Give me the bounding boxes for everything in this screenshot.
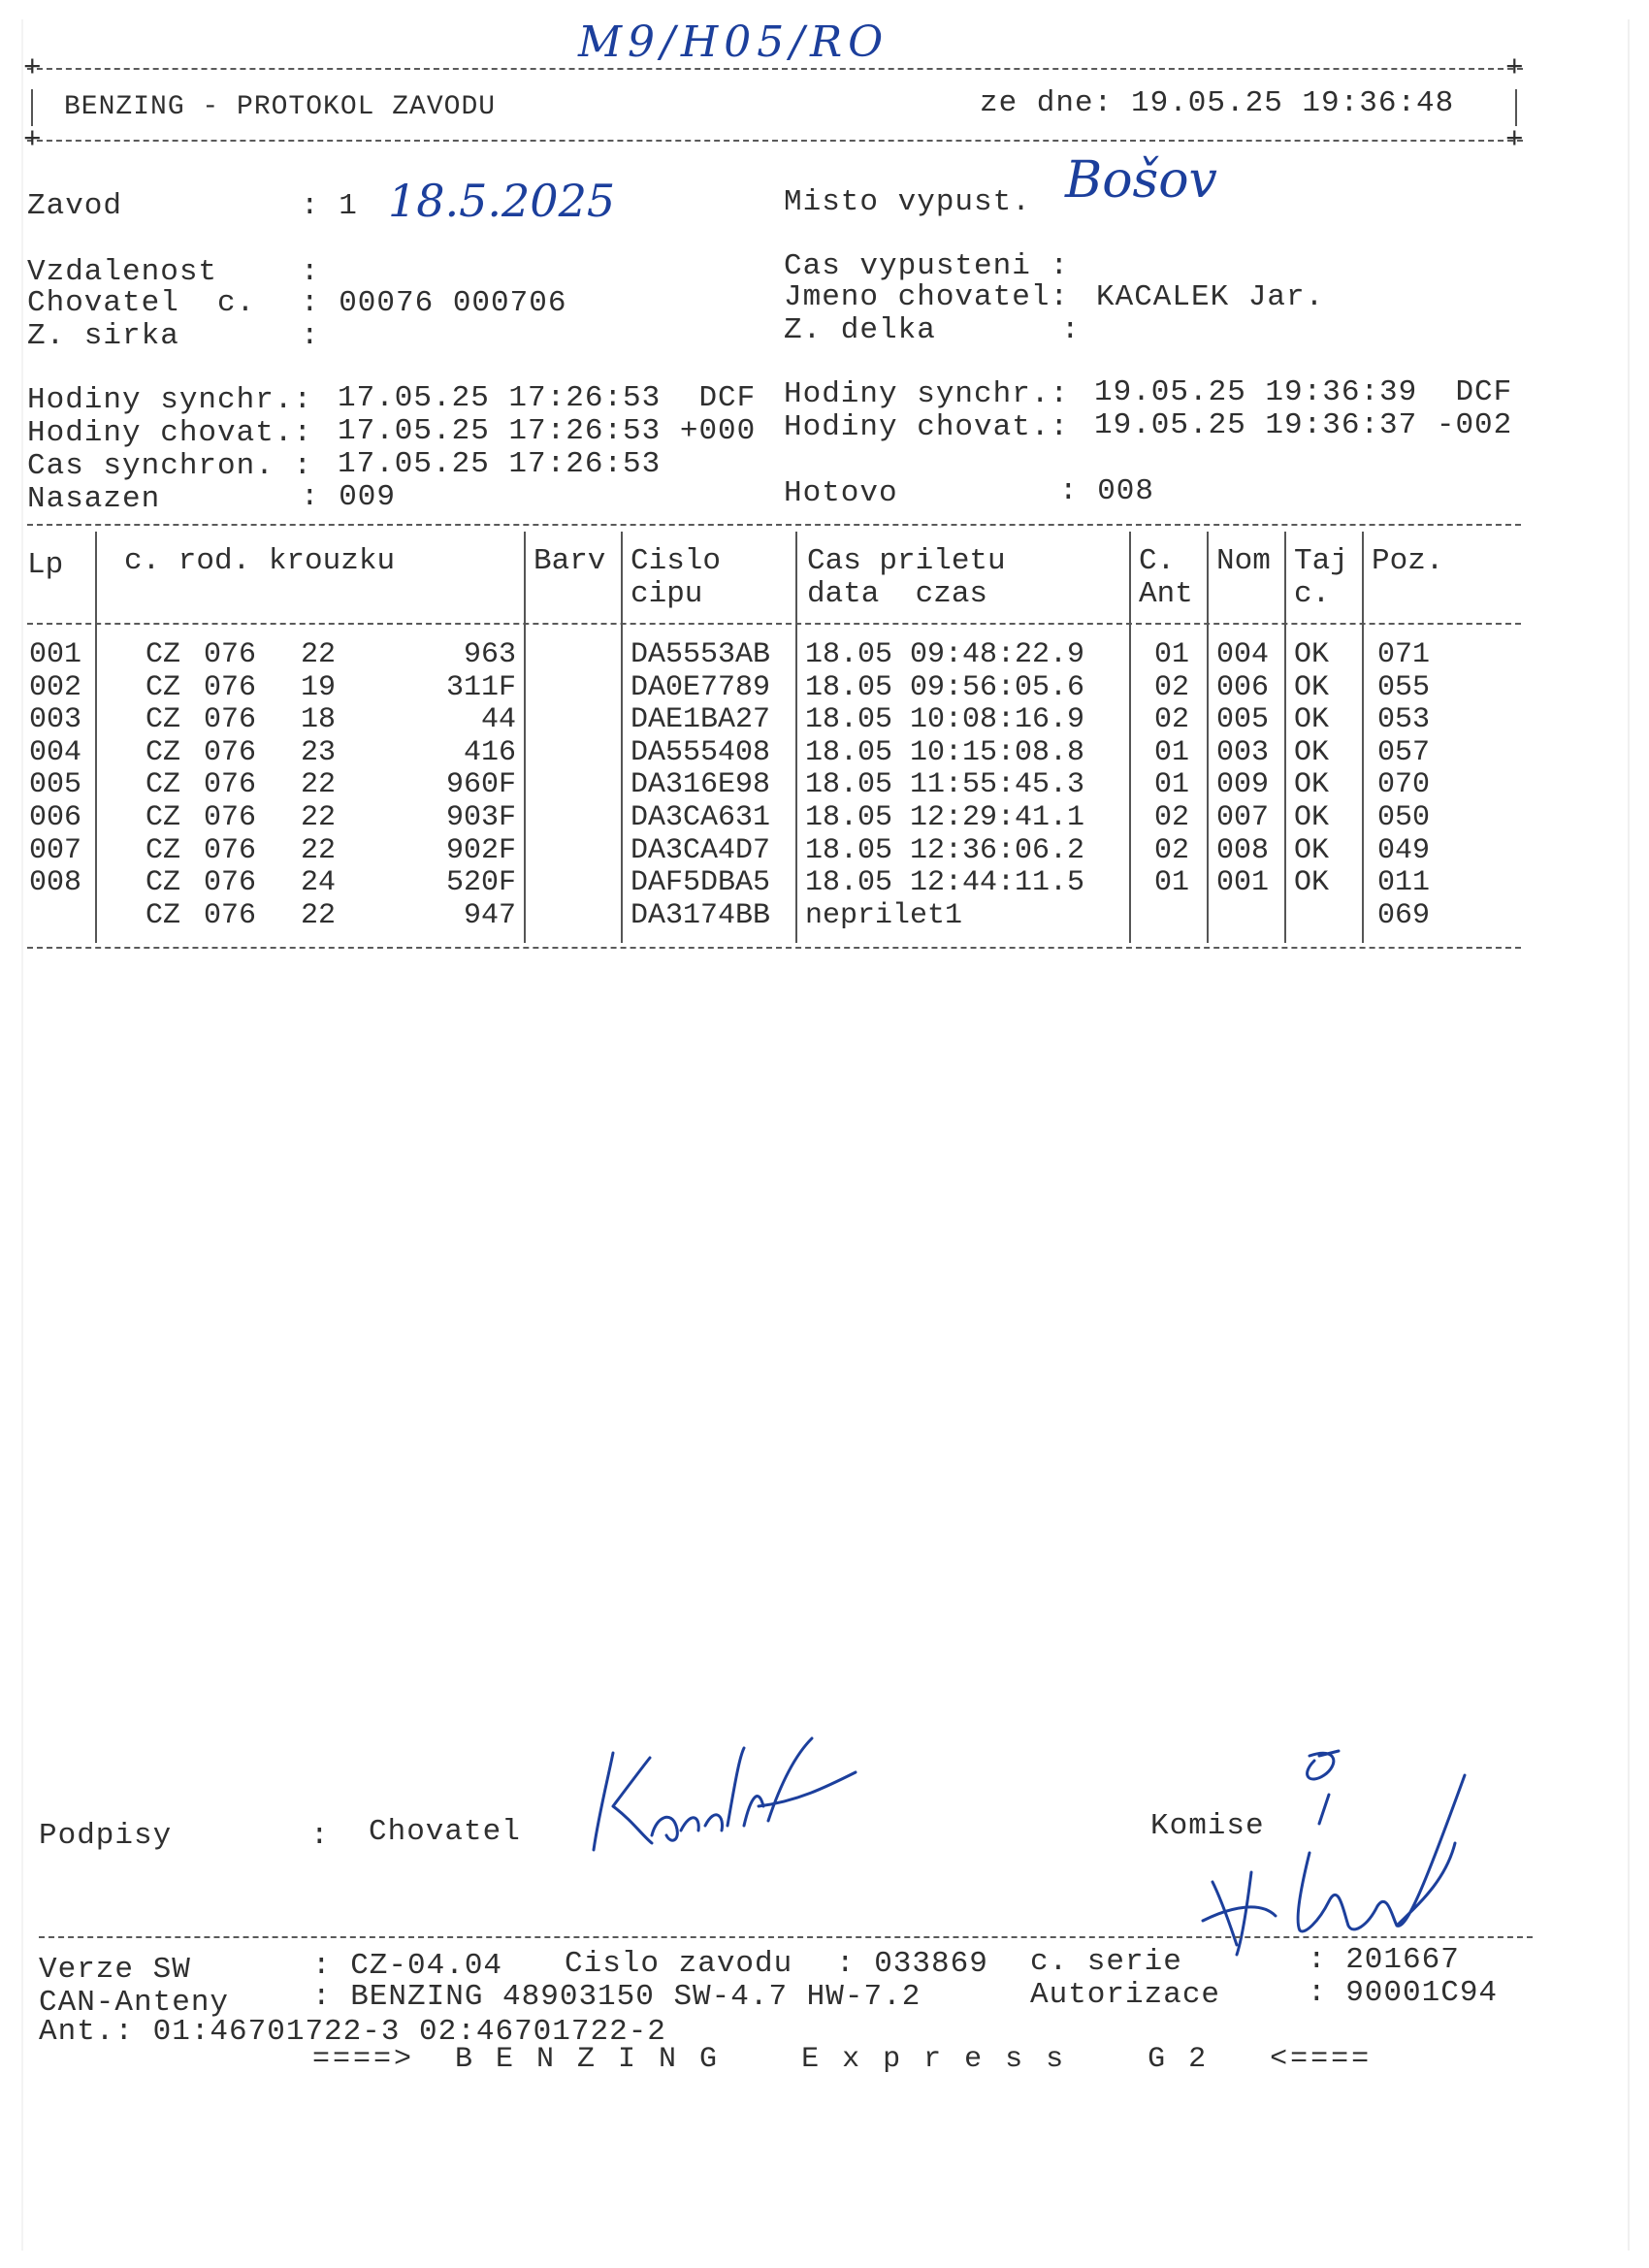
cell-arrival-time: 18.05 09:56:05.6: [805, 670, 1085, 704]
cell-org: 076: [204, 670, 257, 704]
cell-position: 071: [1377, 638, 1431, 671]
cislo-zavodu-label: Cislo zavodu: [565, 1947, 793, 1981]
komise-signature-label: Komise: [1150, 1809, 1265, 1843]
header-data-czas: data czas: [807, 577, 988, 611]
cell-antenna: 02: [1154, 670, 1190, 704]
right-sync-value: 19.05.25 19:36:39 DCF: [1094, 375, 1513, 409]
col-divider-time: [1129, 532, 1131, 943]
cell-lp: 003: [29, 703, 82, 737]
can-anteny-label: CAN-Anteny: [39, 1986, 230, 2020]
cell-arrival-time: 18.05 10:15:08.8: [805, 735, 1085, 769]
cell-taj: OK: [1294, 833, 1330, 867]
nasazen-value: : 009: [301, 480, 397, 514]
cell-ring-number: 902F: [445, 833, 516, 867]
header-cipu: cipu: [630, 577, 703, 611]
cell-taj: OK: [1294, 670, 1330, 704]
cell-nom: 009: [1216, 768, 1270, 802]
cell-antenna: 01: [1154, 866, 1190, 900]
misto-vypust-label: Misto vypust.: [784, 185, 1031, 219]
cell-year: 18: [301, 703, 337, 737]
zavod-value: : 1: [301, 189, 358, 223]
delka-value: :: [1061, 313, 1081, 347]
cell-org: 076: [204, 833, 257, 867]
cell-lp: 005: [29, 768, 82, 802]
delka-label: Z. delka: [784, 313, 936, 347]
cell-arrival-time: 18.05 12:44:11.5: [805, 866, 1085, 900]
cell-position: 011: [1377, 866, 1431, 900]
cell-taj: OK: [1294, 735, 1330, 769]
cell-country: CZ: [146, 898, 181, 932]
cell-antenna: 01: [1154, 768, 1190, 802]
table-bottom-border: [27, 947, 1521, 949]
cell-antenna: 01: [1154, 638, 1190, 671]
benzing-express-banner: ====> B E N Z I N G E x p r e s s G 2 <====: [312, 2043, 1373, 2076]
col-divider-taj: [1362, 532, 1364, 943]
cell-ring-number: 311F: [445, 670, 516, 704]
vzdalenost-value: :: [301, 255, 320, 289]
zavod-label: Zavod: [27, 189, 123, 223]
cell-country: CZ: [146, 866, 181, 900]
cell-ring-number: 960F: [445, 768, 516, 802]
cell-position: 069: [1377, 898, 1431, 932]
chovatel-signature: [574, 1729, 865, 1864]
cell-org: 076: [204, 768, 257, 802]
cell-chip: DA0E7789: [630, 670, 771, 704]
chovatel-number-value: : 00076 000706: [301, 286, 567, 320]
cell-nom: 008: [1216, 833, 1270, 867]
header-right-edge: [1515, 89, 1517, 126]
cell-org: 076: [204, 638, 257, 671]
cell-nom: 003: [1216, 735, 1270, 769]
cell-ring-number: 520F: [445, 866, 516, 900]
header-nom: Nom: [1216, 544, 1271, 578]
cell-taj: OK: [1294, 638, 1330, 671]
cell-org: 076: [204, 735, 257, 769]
hotovo-value: : 008: [1059, 474, 1155, 508]
cell-lp: 007: [29, 833, 82, 867]
chovatel-signature-label: Chovatel: [369, 1815, 521, 1849]
handwritten-release-place: Bošov: [1065, 151, 1217, 210]
header-left-edge: [31, 89, 33, 126]
cas-vypusteni-label: Cas vypusteni :: [784, 249, 1070, 283]
col-divider-lp: [95, 532, 97, 943]
sirka-value: :: [301, 319, 320, 353]
cell-nom: 006: [1216, 670, 1270, 704]
cell-country: CZ: [146, 703, 181, 737]
footer-separator: [39, 1936, 1533, 1938]
cislo-zavodu-value: : 033869: [836, 1947, 988, 1981]
right-chovat-label: Hodiny chovat.:: [784, 410, 1070, 444]
autorizace-value: : 90001C94: [1308, 1976, 1499, 2010]
cell-nom: 004: [1216, 638, 1270, 671]
header-top-left-plus: +: [23, 51, 43, 85]
header-taj-c: c.: [1294, 577, 1331, 611]
scan-left-edge: [21, 19, 23, 2251]
cell-arrival-time: 18.05 09:48:22.9: [805, 638, 1085, 671]
podpisy-colon: :: [310, 1819, 330, 1853]
verze-sw-label: Verze SW: [39, 1953, 191, 1987]
podpisy-label: Podpisy: [39, 1819, 173, 1853]
cell-year: 22: [301, 638, 337, 671]
header-date-value: 19.05.25 19:36:48: [1131, 86, 1455, 120]
cell-ring-number: 947: [463, 898, 516, 932]
cell-position: 055: [1377, 670, 1431, 704]
cell-chip: DA3CA631: [630, 801, 771, 834]
cell-chip: DAE1BA27: [630, 703, 771, 737]
cell-antenna: 02: [1154, 703, 1190, 737]
cell-ring-number: 963: [463, 638, 516, 671]
cell-chip: DA555408: [630, 735, 771, 769]
cas-synchron-value: 17.05.25 17:26:53: [338, 447, 662, 481]
cell-chip: DA5553AB: [630, 638, 771, 671]
cell-position: 053: [1377, 703, 1431, 737]
header-date-label: ze dne:: [980, 86, 1114, 120]
header-cislo: Cislo: [630, 544, 722, 578]
cell-country: CZ: [146, 801, 181, 834]
nasazen-label: Nasazen: [27, 482, 161, 516]
cell-nom: 005: [1216, 703, 1270, 737]
right-chovat-value: 19.05.25 19:36:37 -002: [1094, 408, 1513, 442]
col-divider-chip: [795, 532, 797, 943]
cell-country: CZ: [146, 735, 181, 769]
col-divider-nom: [1284, 532, 1286, 943]
header-bottom-right-plus: +: [1505, 123, 1525, 157]
cell-country: CZ: [146, 768, 181, 802]
cell-arrival-time: 18.05 10:08:16.9: [805, 703, 1085, 737]
cell-arrival-time: neprilet1: [805, 898, 963, 932]
header-cas-priletu: Cas priletu: [807, 544, 1006, 578]
autorizace-label: Autorizace: [1030, 1978, 1221, 2012]
cell-taj: OK: [1294, 801, 1330, 834]
cell-antenna: 02: [1154, 833, 1190, 867]
vzdalenost-label: Vzdalenost: [27, 255, 218, 289]
cell-year: 22: [301, 801, 337, 834]
cell-nom: 001: [1216, 866, 1270, 900]
cas-synchron-label: Cas synchron. :: [27, 449, 313, 483]
table-top-border: [27, 524, 1521, 526]
cell-taj: OK: [1294, 866, 1330, 900]
cell-country: CZ: [146, 638, 181, 671]
cell-taj: OK: [1294, 703, 1330, 737]
cell-ring-number: 903F: [445, 801, 516, 834]
col-divider-ant: [1207, 532, 1209, 943]
cell-taj: OK: [1294, 768, 1330, 802]
left-chovat-value: 17.05.25 17:26:53 +000: [338, 414, 757, 448]
cell-year: 23: [301, 735, 337, 769]
cell-chip: DA3174BB: [630, 898, 771, 932]
cell-country: CZ: [146, 670, 181, 704]
cell-lp: 002: [29, 670, 82, 704]
sirka-label: Z. sirka: [27, 319, 179, 353]
serie-label: c. serie: [1030, 1945, 1182, 1979]
cell-chip: DA316E98: [630, 768, 771, 802]
cell-org: 076: [204, 703, 257, 737]
header-c: C.: [1139, 544, 1176, 578]
cell-year: 19: [301, 670, 337, 704]
protocol-title: BENZING - PROTOKOL ZAVODU: [64, 92, 497, 122]
chovatel-number-label: Chovatel c.: [27, 286, 256, 320]
cell-arrival-time: 18.05 12:29:41.1: [805, 801, 1085, 834]
cell-position: 070: [1377, 768, 1431, 802]
header-ant: Ant: [1139, 577, 1193, 611]
handwritten-race-code: M9/H05/RO: [578, 17, 889, 67]
right-sync-label: Hodiny synchr.:: [784, 377, 1070, 411]
scan-right-edge: [1628, 19, 1630, 2251]
left-sync-value: 17.05.25 17:26:53 DCF: [338, 381, 757, 415]
cell-lp: 001: [29, 638, 82, 671]
header-top-right-plus: +: [1505, 51, 1525, 85]
header-barv: Barv: [534, 544, 606, 578]
col-divider-barv: [621, 532, 623, 943]
left-chovat-label: Hodiny chovat.:: [27, 416, 313, 450]
header-bottom-border: [27, 140, 1523, 142]
cell-antenna: 01: [1154, 735, 1190, 769]
cell-org: 076: [204, 801, 257, 834]
cell-ring-number: 416: [463, 735, 516, 769]
cell-lp: 004: [29, 735, 82, 769]
cell-org: 076: [204, 866, 257, 900]
can-anteny-value: : BENZING 48903150 SW-4.7 HW-7.2: [312, 1980, 922, 2014]
cell-year: 24: [301, 866, 337, 900]
cell-year: 22: [301, 898, 337, 932]
cell-lp: 006: [29, 801, 82, 834]
cell-ring-number: 44: [480, 703, 516, 737]
col-divider-ring: [524, 532, 526, 943]
left-sync-label: Hodiny synchr.:: [27, 383, 313, 417]
cell-arrival-time: 18.05 11:55:45.3: [805, 768, 1085, 802]
header-poz: Poz.: [1372, 544, 1444, 578]
komise-signature: [1193, 1736, 1513, 1960]
antenna-serials: Ant.: 01:46701722-3 02:46701722-2: [39, 2015, 666, 2049]
serie-value: : 201667: [1308, 1943, 1460, 1977]
cell-position: 049: [1377, 833, 1431, 867]
cell-chip: DAF5DBA5: [630, 866, 771, 900]
cell-arrival-time: 18.05 12:36:06.2: [805, 833, 1085, 867]
cell-position: 057: [1377, 735, 1431, 769]
header-ring: c. rod. krouzku: [124, 544, 396, 578]
table-header-separator: [27, 623, 1521, 625]
cell-nom: 007: [1216, 801, 1270, 834]
cell-lp: 008: [29, 866, 82, 900]
cell-year: 22: [301, 833, 337, 867]
header-lp: Lp: [27, 548, 64, 582]
cell-year: 22: [301, 768, 337, 802]
header-top-border: [27, 68, 1523, 70]
jmeno-chovatel-value: KACALEK Jar.: [1096, 280, 1325, 314]
cell-country: CZ: [146, 833, 181, 867]
cell-chip: DA3CA4D7: [630, 833, 771, 867]
cell-antenna: 02: [1154, 801, 1190, 834]
header-bottom-left-plus: +: [23, 123, 43, 157]
cell-position: 050: [1377, 801, 1431, 834]
hotovo-label: Hotovo: [784, 476, 898, 510]
handwritten-date: 18.5.2025: [388, 175, 616, 227]
cell-org: 076: [204, 898, 257, 932]
verze-sw-value: : CZ-04.04: [312, 1949, 503, 1983]
jmeno-chovatel-label: Jmeno chovatel:: [784, 280, 1070, 314]
header-taj: Taj: [1294, 544, 1348, 578]
